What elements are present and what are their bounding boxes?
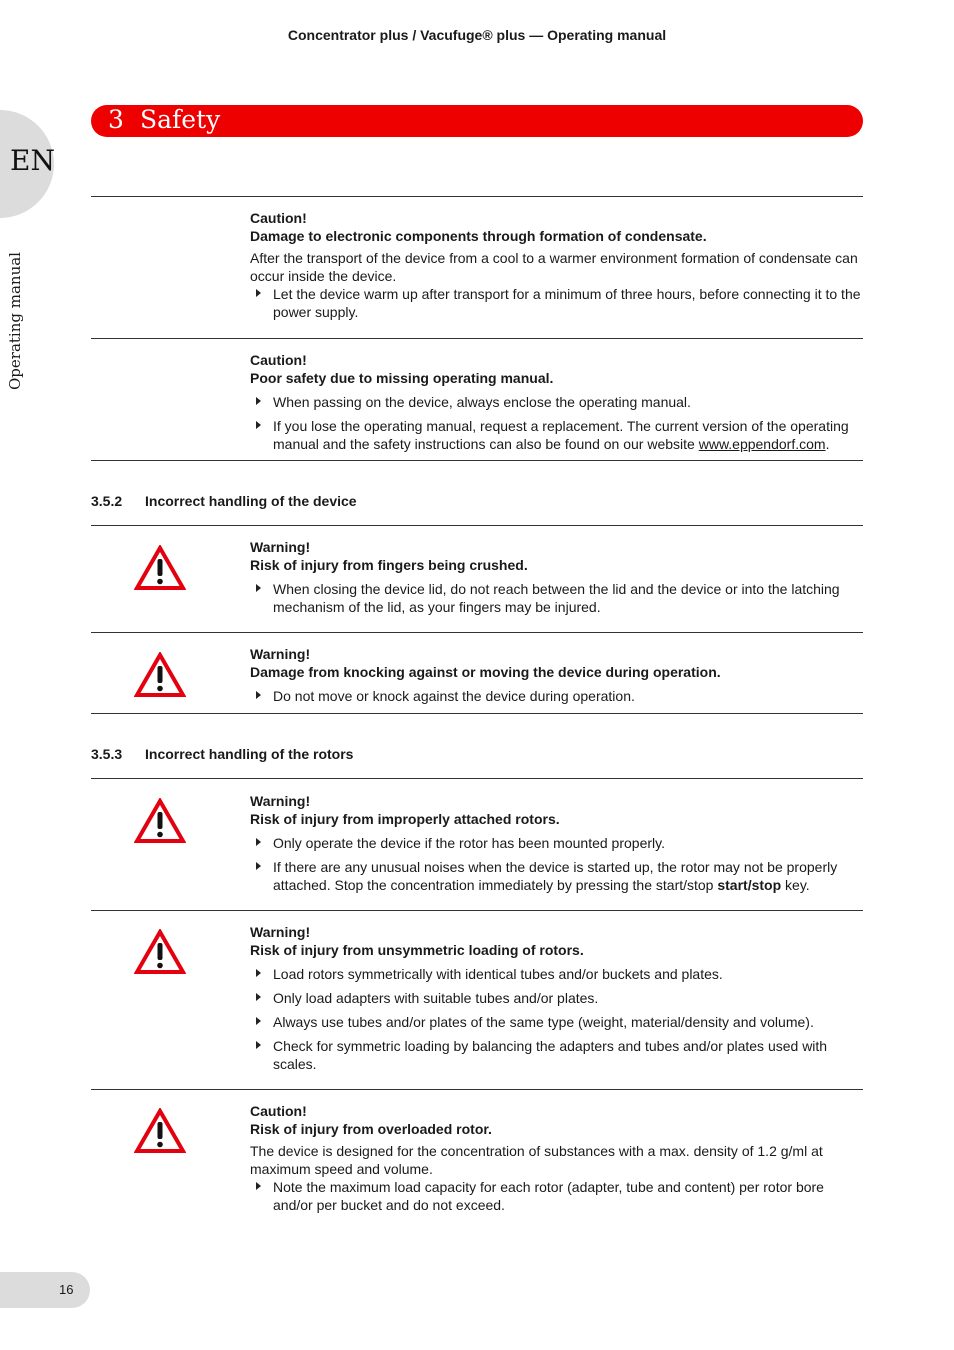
divider (91, 632, 863, 633)
chapter-title: Safety (140, 105, 221, 134)
bullet-arrow-icon (256, 1182, 261, 1190)
notice-heading: Damage from knocking against or moving the device during operation. (250, 664, 721, 680)
notice-kind: Warning! (250, 924, 311, 940)
bullet-arrow-icon (256, 862, 261, 870)
divider (91, 525, 863, 526)
notice-kind: Caution! (250, 210, 307, 226)
notice-heading: Damage to electronic components through formation of condensate. (250, 228, 707, 244)
section-title: Incorrect handling of the rotors (145, 746, 354, 762)
bullet-arrow-icon (256, 838, 261, 846)
website-link[interactable]: www.eppendorf.com (698, 436, 826, 452)
list-item: When passing on the device, always enclose the operating manual. (250, 393, 862, 411)
language-label: EN (10, 144, 55, 177)
notice-kind: Caution! (250, 1103, 307, 1119)
bullet-arrow-icon (256, 289, 261, 297)
list-item: Only operate the device if the rotor has been mounted properly. (250, 834, 862, 852)
list-item: If you lose the operating manual, request a replacement. The current version of the operating manual and the safety instructions can also be found on our website www.eppendorf.com. (250, 417, 862, 453)
notice-heading: Risk of injury from fingers being crushed. (250, 557, 528, 573)
page-number: 16 (59, 1282, 74, 1297)
warning-triangle-icon (134, 652, 186, 698)
section-number: 3.5.2 (91, 493, 123, 509)
divider (91, 338, 863, 339)
divider (91, 778, 863, 779)
section-heading (91, 746, 353, 762)
list-item: Do not move or knock against the device during operation. (250, 687, 862, 705)
section-number: 3.5.3 (91, 746, 123, 762)
divider (91, 1089, 863, 1090)
notice-heading: Risk of injury from overloaded rotor. (250, 1121, 492, 1137)
list-item: Check for symmetric loading by balancing the adapters and tubes and/or plates used with scales. (250, 1037, 862, 1073)
bullet-arrow-icon (256, 969, 261, 977)
list-item: Always use tubes and/or plates of the same type (weight, material/density and volume). (250, 1013, 862, 1031)
divider (91, 713, 863, 714)
notice-heading: Risk of injury from improperly attached rotors. (250, 811, 560, 827)
warning-triangle-icon (134, 545, 186, 591)
divider (91, 910, 863, 911)
warning-notice (250, 792, 862, 894)
section-heading (91, 493, 357, 509)
list-item: If there are any unusual noises when the device is started up, the rotor may not be properly attached. Stop the concentration immediately by pressing the start/stop start/stop key. (250, 858, 862, 894)
list-item: Load rotors symmetrically with identical tubes and/or buckets and plates. (250, 965, 862, 983)
notice-kind: Warning! (250, 539, 311, 555)
warning-notice (250, 923, 862, 1073)
notice-heading: Poor safety due to missing operating manual. (250, 370, 554, 386)
warning-notice (250, 645, 862, 705)
bullet-arrow-icon (256, 1017, 261, 1025)
caution-notice (250, 351, 862, 453)
bullet-arrow-icon (256, 993, 261, 1001)
divider (91, 196, 863, 197)
list-item: Let the device warm up after transport for a minimum of three hours, before connecting it to the power supply. (250, 285, 862, 321)
bullet-arrow-icon (256, 584, 261, 592)
notice-kind: Warning! (250, 793, 311, 809)
bullet-arrow-icon (256, 421, 261, 429)
bullet-arrow-icon (256, 397, 261, 405)
side-label: Operating manual (6, 252, 24, 390)
notice-kind: Caution! (250, 352, 307, 368)
bullet-arrow-icon (256, 1041, 261, 1049)
divider (91, 460, 863, 461)
section-title: Incorrect handling of the device (145, 493, 357, 509)
warning-triangle-icon (134, 929, 186, 975)
language-tab (0, 110, 54, 218)
list-item: Only load adapters with suitable tubes and/or plates. (250, 989, 862, 1007)
bullet-arrow-icon (256, 691, 261, 699)
page-number-tab (0, 1272, 90, 1308)
notice-body: The device is designed for the concentration of substances with a max. density of 1.2 g/ml at maximum speed and volume. (250, 1143, 823, 1177)
warning-triangle-icon (134, 1108, 186, 1154)
notice-heading: Risk of injury from unsymmetric loading of rotors. (250, 942, 584, 958)
chapter-banner (91, 105, 863, 137)
running-header: Concentrator plus / Vacufuge® plus — Operating manual (287, 27, 667, 43)
list-item: When closing the device lid, do not reach between the lid and the device or into the latching mechanism of the lid, as your fingers may be injured. (250, 580, 862, 616)
start-stop-key-label: start/stop (717, 877, 782, 893)
caution-notice (250, 209, 862, 321)
warning-notice (250, 538, 862, 616)
list-item: Note the maximum load capacity for each rotor (adapter, tube and content) per rotor bore and/or per bucket and do not exceed. (250, 1178, 862, 1214)
chapter-number: 3 (108, 105, 124, 134)
warning-triangle-icon (134, 798, 186, 844)
caution-notice (250, 1102, 862, 1214)
notice-body: After the transport of the device from a cool to a warmer environment formation of condensate can occur inside the device. (250, 250, 858, 284)
notice-kind: Warning! (250, 646, 311, 662)
